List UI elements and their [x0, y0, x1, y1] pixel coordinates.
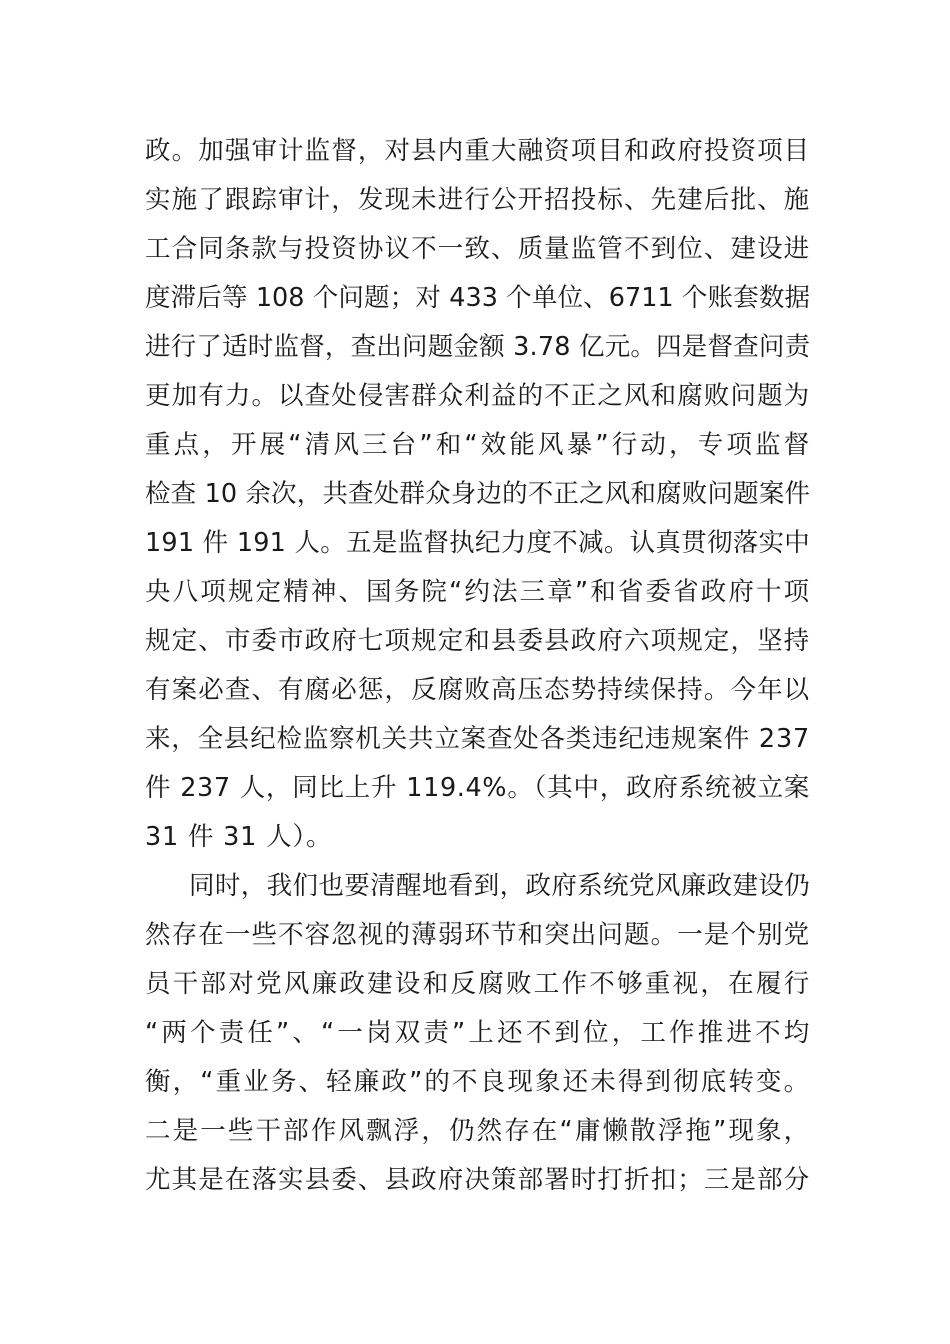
paragraph-1 [145, 127, 810, 862]
text-line: 有案必查、有腐必惩，反腐败高压态势持续保持。今年以 [145, 675, 810, 705]
text-line: 检查 10 余次，共查处群众身边的不正之风和腐败问题案件 [145, 479, 810, 509]
text-line: 度滞后等 108 个问题；对 433 个单位、6711 个账套数据 [145, 283, 810, 313]
text-line: 央八项规定精神、国务院“约法三章”和省委省政府十项 [145, 577, 810, 607]
text-line: 尤其是在落实县委、县政府决策部署时打折扣；三是部分 [145, 1165, 810, 1195]
paragraph-2 [145, 862, 810, 1205]
text-line: 31 件 31 人）。 [145, 822, 333, 852]
text-line: 191 件 191 人。五是监督执纪力度不减。认真贯彻落实中 [145, 528, 810, 558]
text-line: 衡，“重业务、轻廉政”的不良现象还未得到彻底转变。 [145, 1067, 810, 1097]
body-text [145, 127, 810, 1205]
text-line: 重点，开展“清风三台”和“效能风暴”行动，专项监督 [145, 430, 810, 460]
text-line: 二是一些干部作风飘浮，仍然存在“庸懒散浮拖”现象， [145, 1116, 810, 1146]
text-line: 实施了跟踪审计，发现未进行公开招投标、先建后批、施 [145, 185, 810, 215]
text-line: 然存在一些不容忽视的薄弱环节和突出问题。一是个别党 [145, 920, 810, 950]
text-line: 进行了适时监督，查出问题金额 3.78 亿元。四是督查问责 [145, 332, 811, 362]
text-line: 工合同条款与投资协议不一致、质量监管不到位、建设进 [145, 234, 810, 264]
text-line: 来，全县纪检监察机关共立案查处各类违纪违规案件 237 [145, 724, 810, 754]
text-line: 政。加强审计监督，对县内重大融资项目和政府投资项目 [145, 136, 810, 166]
text-line: 同时，我们也要清醒地看到，政府系统党风廉政建设仍 [189, 871, 810, 901]
text-line: 件 237 人，同比上升 119.4%。（其中，政府系统被立案 [145, 773, 810, 803]
text-line: “两个责任”、“一岗双责”上还不到位，工作推进不均 [145, 1018, 810, 1048]
text-line: 更加有力。以查处侵害群众利益的不正之风和腐败问题为 [145, 381, 810, 411]
text-line: 员干部对党风廉政建设和反腐败工作不够重视，在履行 [145, 969, 810, 999]
text-line: 规定、市委市政府七项规定和县委县政府六项规定，坚持 [145, 626, 810, 656]
